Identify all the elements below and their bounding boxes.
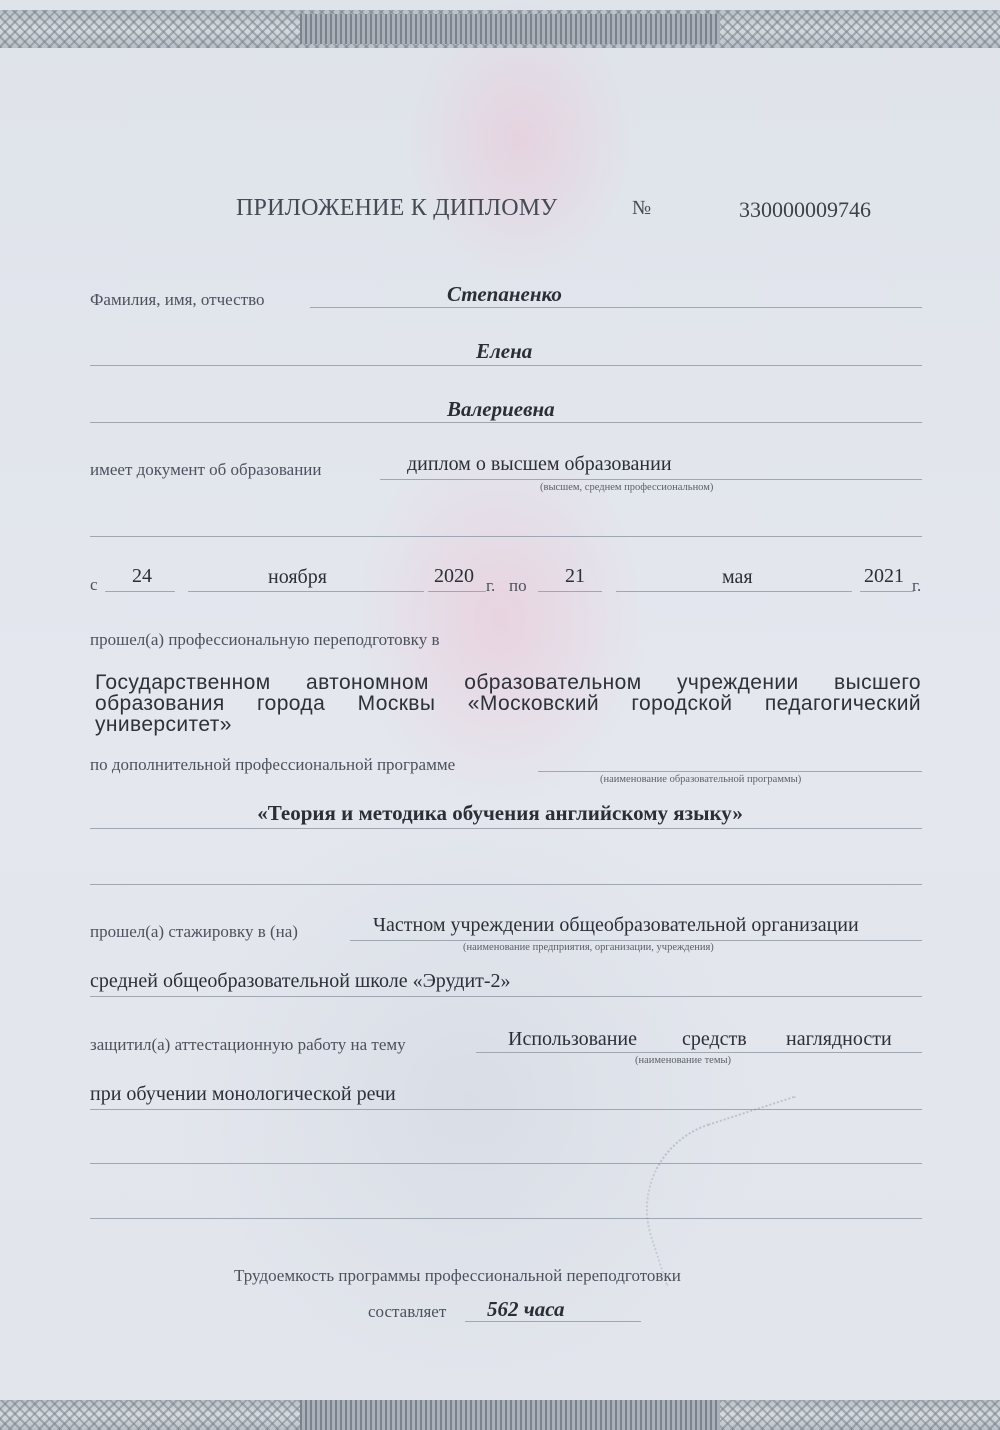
to-month: мая — [722, 566, 753, 588]
bottom-band-center-pattern — [300, 1400, 720, 1430]
to-month-line — [616, 591, 852, 592]
surname-line — [310, 307, 922, 308]
thesis-label: защитил(а) аттестационную работу на тему — [90, 1035, 406, 1054]
number-sign: № — [632, 197, 652, 219]
education-doc-hint: (высшем, среднем профессиональном) — [540, 482, 714, 493]
to-year-suffix: г. — [912, 576, 922, 595]
surname-value: Степаненко — [447, 282, 562, 306]
thesis-line-1 — [476, 1052, 922, 1053]
thesis-word-3: наглядности — [786, 1028, 892, 1050]
institution-name: Государственном автономном образовательном учреждении высшего образования города Москвы «Московский городской педагогический университет» — [95, 671, 921, 736]
patronymic-line — [90, 422, 922, 423]
from-day-line — [105, 591, 175, 592]
internship-line-1 — [350, 940, 922, 941]
workload-text: Трудоемкость программы профессиональной переподготовки — [234, 1266, 681, 1285]
top-band-center-pattern — [300, 14, 720, 44]
bottom-guilloche-band — [0, 1400, 1000, 1430]
program-label: по дополнительной профессиональной программе — [90, 755, 456, 774]
to-year-line — [860, 591, 914, 592]
program-label-line — [538, 771, 922, 772]
top-guilloche-band — [0, 10, 1000, 48]
from-day: 24 — [132, 565, 152, 587]
faint-stamp-mark — [623, 1095, 840, 1286]
education-doc-label: имеет документ об образовании — [90, 460, 322, 479]
thesis-hint: (наименование темы) — [635, 1055, 732, 1066]
document-title: ПРИЛОЖЕНИЕ К ДИПЛОМУ — [236, 195, 558, 221]
education-doc-line — [380, 479, 922, 480]
program-name: «Теория и методика обучения английскому языку» — [257, 801, 743, 825]
from-month-line — [188, 591, 424, 592]
diploma-number: 330000009746 — [739, 197, 871, 222]
internship-label: прошел(а) стажировку в (на) — [90, 922, 298, 941]
from-month: ноября — [268, 566, 327, 588]
full-name-label: Фамилия, имя, отчество — [90, 290, 265, 309]
internship-hint: (наименование предприятия, организации, учреждения) — [463, 942, 714, 953]
to-day-line — [538, 591, 602, 592]
from-year: 2020 — [434, 565, 474, 587]
workload-value: 562 часа — [487, 1297, 565, 1321]
program-line-1 — [90, 828, 922, 829]
to-year: 2021 — [864, 565, 904, 587]
workload-label: составляет — [368, 1302, 447, 1321]
thesis-word-2: средств — [682, 1028, 747, 1050]
internship-value-line2: средней общеобразовательной школе «Эрудит-2» — [90, 970, 511, 992]
thesis-line2-text: при обучении монологической речи — [90, 1083, 396, 1105]
name-line — [90, 365, 922, 366]
period-to-label: по — [509, 576, 527, 595]
from-year-suffix: г. — [486, 576, 496, 595]
patronymic-value: Валериевна — [447, 397, 555, 421]
program-line-2 — [90, 884, 922, 885]
education-doc-extra-line — [90, 536, 922, 537]
education-doc-value: диплом о высшем образовании — [407, 453, 672, 475]
from-year-line — [428, 591, 486, 592]
internship-value-line1: Частном учреждении общеобразовательной организации — [373, 914, 859, 936]
retraining-label: прошел(а) профессиональную переподготовку в — [90, 630, 440, 649]
name-value: Елена — [476, 339, 533, 363]
thesis-word-1: Использование — [508, 1028, 637, 1050]
program-hint: (наименование образовательной программы) — [600, 774, 802, 785]
period-from-label: с — [90, 575, 98, 594]
to-day: 21 — [565, 565, 585, 587]
internship-line-2 — [90, 996, 922, 997]
